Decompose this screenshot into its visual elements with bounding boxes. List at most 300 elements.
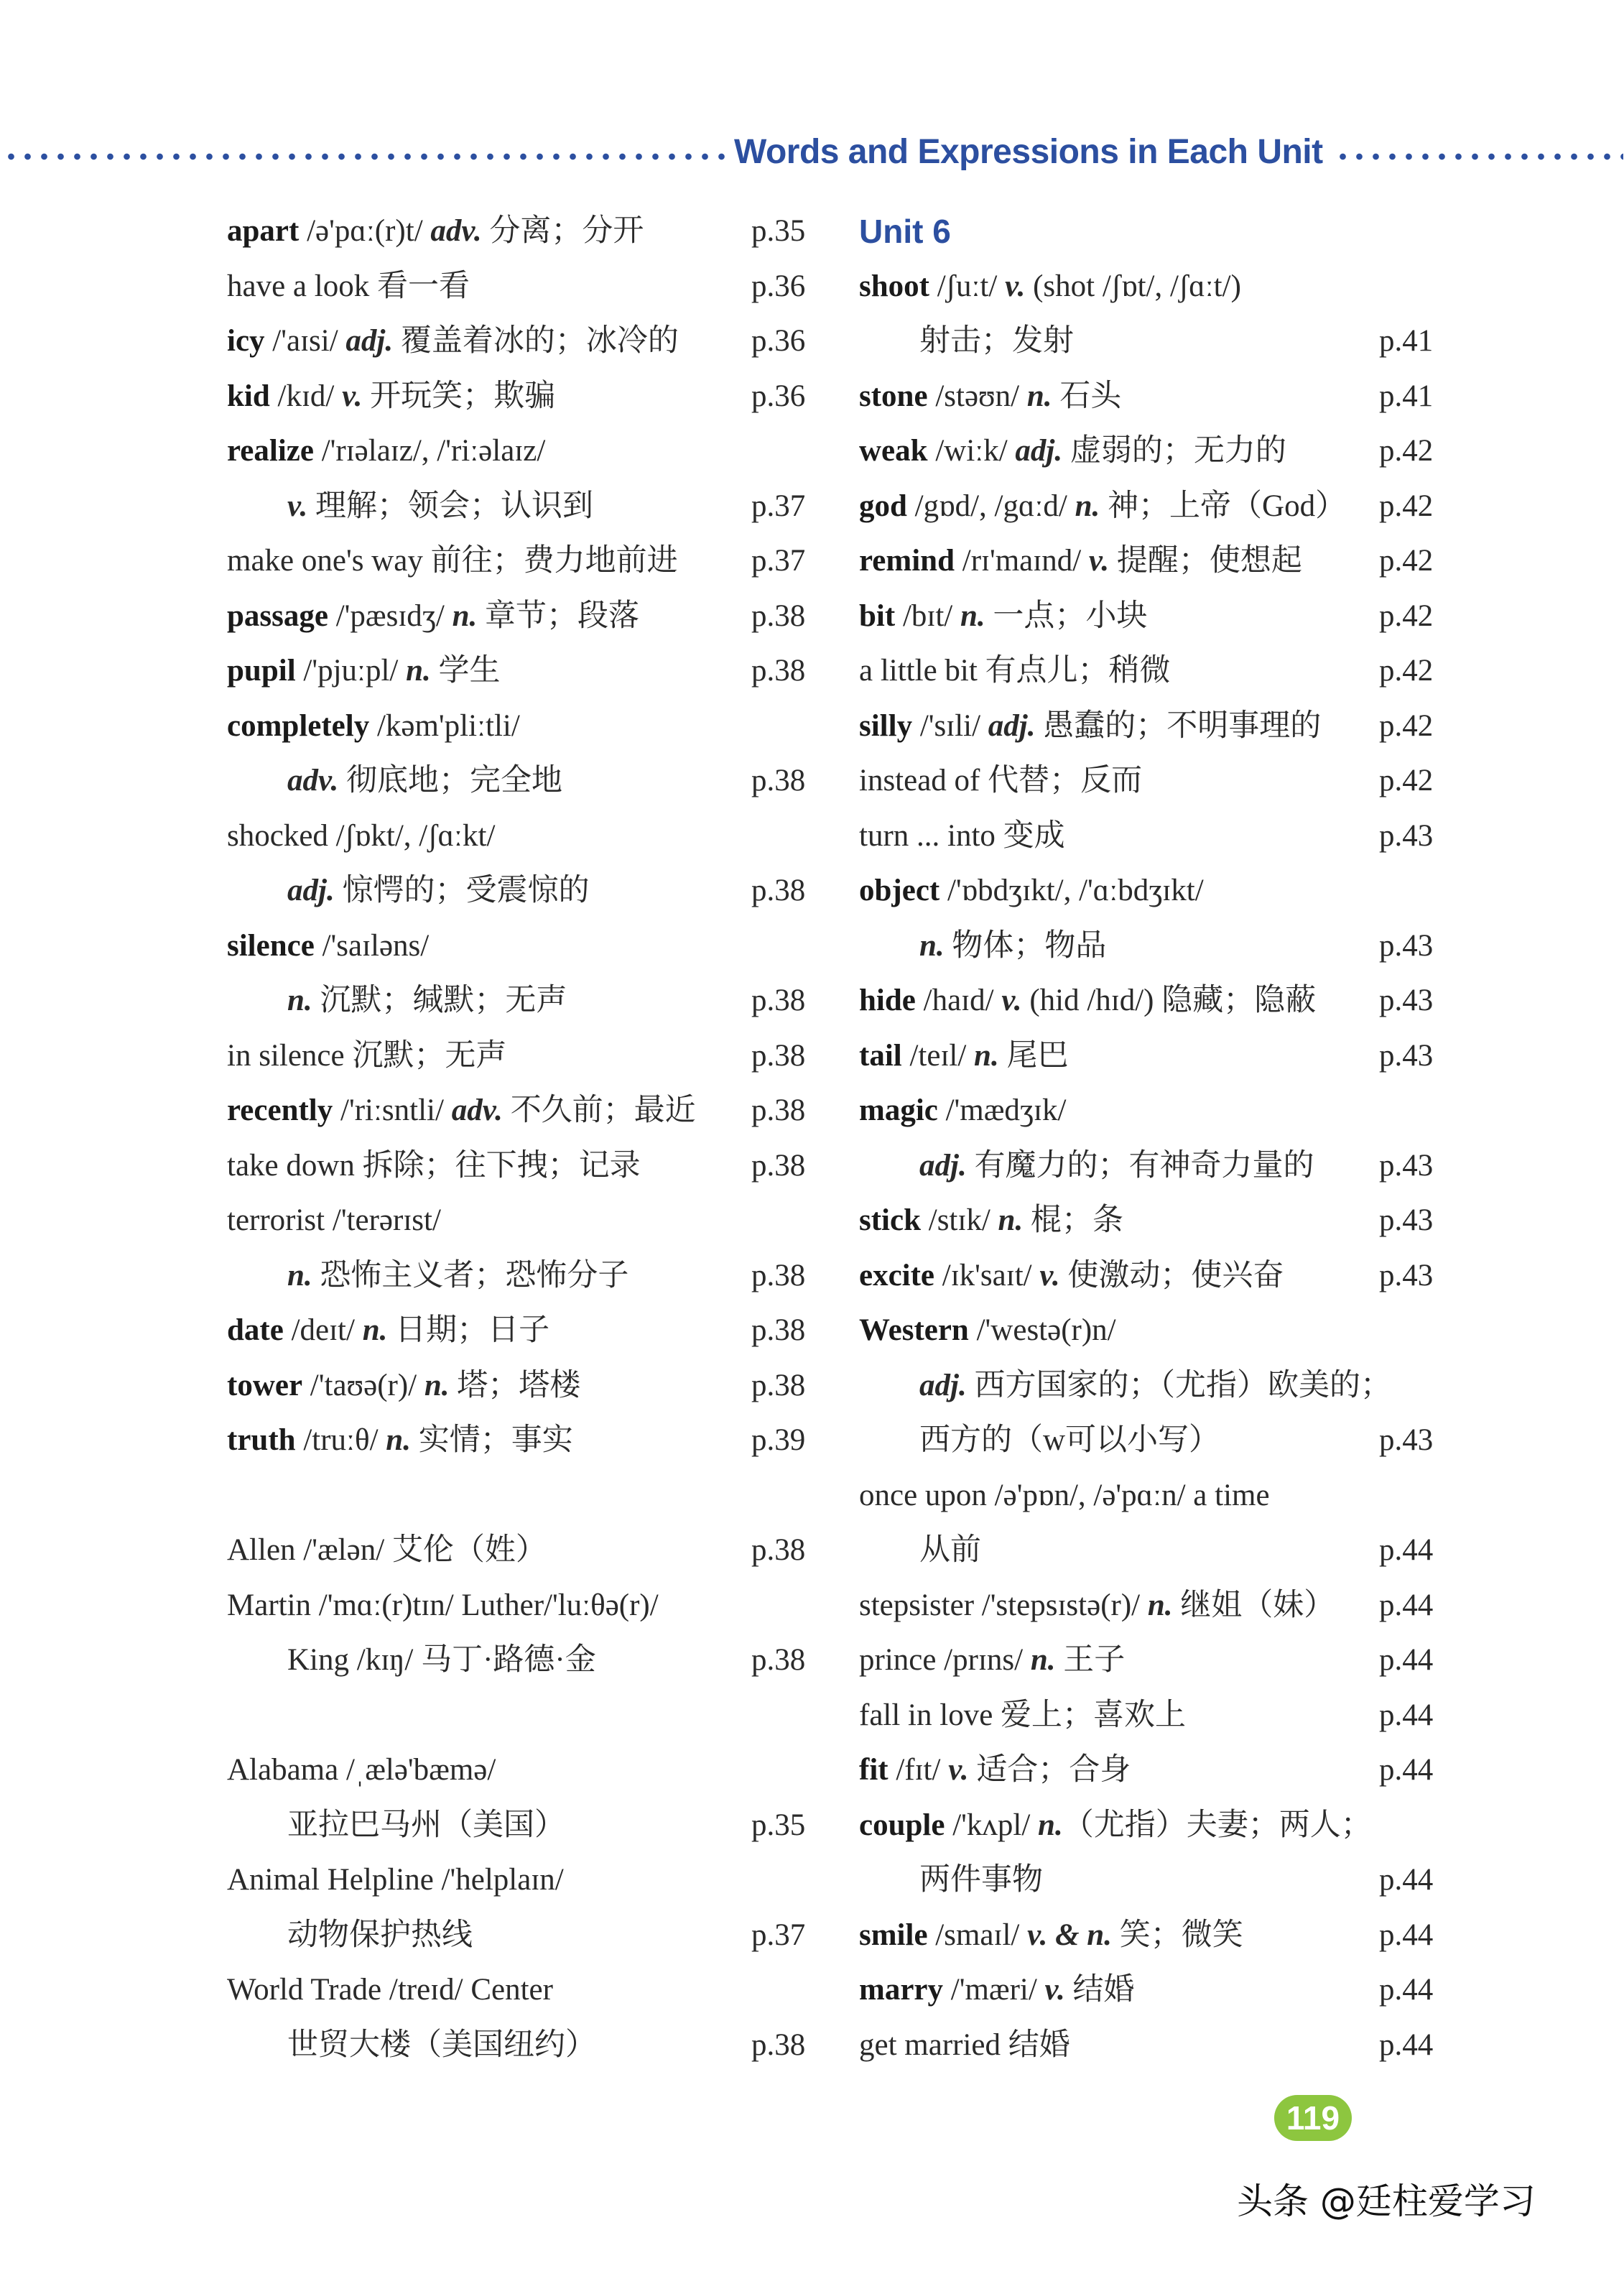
headword: stick (859, 1203, 921, 1237)
entry-text (227, 984, 567, 1017)
vocab-line (227, 1309, 816, 1364)
headword: silly (859, 708, 913, 743)
page-reference: p.39 (751, 1423, 806, 1457)
vocab-line (859, 1199, 1448, 1254)
vocab-line (859, 1089, 1448, 1144)
vocab-line (859, 1529, 1448, 1584)
vocab-line (859, 485, 1448, 540)
meaning: 彻底地；完全地 (338, 764, 562, 797)
vocab-line (859, 1309, 1448, 1364)
entry-detail: /smaɪl/ (927, 1918, 1028, 1952)
part-of-speech: n. (974, 1038, 999, 1073)
entry-text (227, 489, 593, 523)
entry-text (859, 1533, 981, 1567)
meaning: 尾巴 (998, 1038, 1069, 1073)
vocab-line (859, 705, 1448, 760)
spacer (227, 1694, 816, 1749)
meaning: 适合；合身 (968, 1753, 1131, 1787)
meaning: (shot /ʃɒt/, /ʃɑːt/) (1025, 269, 1241, 303)
entry-detail: fall in love 爱上；喜欢上 (859, 1698, 1187, 1732)
entry-detail: 从前 (919, 1533, 981, 1567)
entry-text (859, 1588, 1335, 1622)
entry-text (227, 764, 562, 797)
entry-text (859, 654, 1171, 688)
meaning: 章节；段落 (477, 598, 639, 633)
vocab-line (227, 1584, 816, 1639)
entry-detail: /stəʊn/ (927, 379, 1027, 413)
vocab-line (859, 1749, 1448, 1804)
page-reference: p.38 (751, 1148, 806, 1183)
entry-text (227, 1808, 565, 1842)
part-of-speech: v. & n. (1027, 1918, 1112, 1952)
meaning: 继姐（妹） (1172, 1588, 1335, 1622)
entry-text (227, 709, 520, 743)
entry-text (227, 1093, 696, 1127)
page-header (0, 128, 1624, 185)
part-of-speech: v. (287, 489, 308, 523)
headword: shoot (859, 269, 929, 303)
entry-detail: prince /prɪns/ (859, 1643, 1031, 1677)
meaning: 塔；塔楼 (449, 1368, 581, 1402)
part-of-speech: v. (1001, 984, 1022, 1017)
meaning: 理解；领会；认识到 (307, 489, 593, 523)
page-reference: p.44 (1379, 1588, 1434, 1622)
entry-detail: take down 拆除；往下拽；记录 (227, 1148, 641, 1183)
entry-detail: /'rɪəlaɪz/, /'riːəlaɪz/ (313, 434, 546, 468)
entry-detail: /ʃuːt/ (929, 269, 1006, 303)
vocab-line (859, 869, 1448, 925)
part-of-speech: n. (386, 1423, 411, 1457)
part-of-speech: adv. (287, 764, 339, 797)
page-reference: p.38 (751, 1533, 806, 1567)
entry-detail: 西方的（w可以小写） (919, 1423, 1220, 1457)
page-reference: p.38 (751, 1038, 806, 1073)
meaning: 笑；微笑 (1111, 1918, 1243, 1952)
vocab-line (227, 595, 816, 650)
entry-text (859, 324, 1074, 358)
part-of-speech: adj. (919, 1368, 967, 1402)
part-of-speech: n. (452, 598, 478, 633)
part-of-speech: v. (1044, 1973, 1065, 2007)
headword: realize (227, 434, 314, 468)
vocab-line (859, 649, 1448, 705)
page-reference: p.38 (751, 1093, 806, 1127)
vocab-line (859, 1639, 1448, 1694)
vocab-line (227, 2024, 816, 2079)
entry-text (859, 1039, 1068, 1073)
vocab-line (859, 2024, 1448, 2079)
headword: fit (859, 1753, 888, 1787)
page-reference: p.43 (1379, 1038, 1434, 1073)
vocab-line (859, 1035, 1448, 1090)
entry-detail: World Trade /treɪd/ Center (227, 1973, 553, 2007)
page-reference: p.38 (751, 764, 806, 797)
entry-text (227, 819, 495, 853)
page-reference: p.42 (1379, 489, 1434, 523)
entry-detail: /truːθ/ (295, 1423, 386, 1457)
entry-text (859, 1808, 1372, 1842)
headword: completely (227, 708, 370, 743)
vocab-line (227, 375, 816, 430)
vocab-line (859, 1859, 1448, 1914)
entry-detail: a little bit 有点儿；稍微 (859, 654, 1171, 688)
entry-detail: Martin /'mɑː(r)tɪn/ Luther/'luːθə(r)/ (227, 1588, 659, 1622)
vocab-line (859, 430, 1448, 485)
headword: tail (859, 1038, 902, 1073)
page-reference: p.38 (751, 1313, 806, 1347)
entry-detail: in silence 沉默；无声 (227, 1038, 507, 1073)
entry-text (859, 213, 951, 250)
part-of-speech: n. (1075, 489, 1100, 523)
entry-text (227, 324, 679, 358)
entry-detail: /'ɒbdʒɪkt/, /'ɑːbdʒɪkt/ (939, 874, 1204, 907)
page-reference: p.38 (751, 874, 806, 907)
meaning: 分离；分开 (481, 214, 644, 248)
page-reference: p.38 (751, 1368, 806, 1402)
entry-text (227, 1533, 547, 1567)
entry-detail: make one's way 前往；费力地前进 (227, 544, 678, 578)
entry-text (859, 819, 1065, 853)
vocab-line (227, 430, 816, 485)
entry-text (859, 984, 1316, 1017)
headword: excite (859, 1258, 935, 1292)
vocab-line (227, 705, 816, 760)
vocab-line (227, 1089, 816, 1144)
page-reference: p.44 (1379, 1643, 1434, 1677)
vocab-line (859, 265, 1448, 320)
vocab-line (859, 320, 1448, 375)
page-reference: p.38 (751, 2027, 806, 2062)
meaning: 愚蠢的；不明事理的 (1035, 708, 1322, 743)
entry-detail: /'taʊə(r)/ (302, 1368, 424, 1402)
entry-text (859, 434, 1286, 468)
entry-detail: /haɪd/ (915, 984, 1002, 1017)
part-of-speech: n. (1147, 1588, 1173, 1622)
entry-detail: 世贸大楼（美国纽约） (287, 2027, 596, 2062)
entry-detail: stepsister /'stepsɪstə(r)/ (859, 1588, 1148, 1622)
meaning: (hid /hɪd/) 隐藏；隐蔽 (1021, 984, 1317, 1017)
vocab-line (859, 1364, 1448, 1420)
entry-text (859, 1973, 1135, 2007)
page-reference: p.43 (1379, 984, 1434, 1017)
part-of-speech: n. (287, 984, 312, 1017)
headword: apart (227, 214, 300, 248)
entry-text (227, 214, 644, 248)
page-reference: p.37 (751, 544, 806, 578)
headword: hide (859, 984, 916, 1017)
headword: tower (227, 1368, 303, 1402)
vocab-line (859, 1914, 1448, 1969)
entry-text (859, 764, 1142, 797)
page-reference: p.42 (1379, 708, 1434, 743)
vocab-line (859, 1804, 1448, 1859)
part-of-speech: adj. (988, 708, 1036, 743)
page-reference: p.42 (1379, 764, 1434, 797)
page-reference: p.42 (1379, 544, 1434, 578)
part-of-speech: n. (424, 1368, 450, 1402)
vocab-line (859, 1144, 1448, 1200)
entry-detail: /fɪt/ (888, 1753, 949, 1787)
page-reference: p.36 (751, 324, 806, 358)
vocab-line (227, 759, 816, 815)
entry-text (227, 269, 470, 303)
entry-detail: 亚拉巴马州（美国） (287, 1808, 565, 1842)
meaning: 提醒；使想起 (1109, 544, 1302, 578)
vocab-line (227, 1529, 816, 1584)
headword: couple (859, 1808, 945, 1842)
entry-detail: 动物保护热线 (287, 1918, 473, 1952)
meaning: 惊愕的；受震惊的 (334, 874, 590, 907)
page-reference: p.35 (751, 1808, 806, 1842)
entry-text (859, 599, 1147, 633)
vocab-line (859, 979, 1448, 1035)
entry-text (227, 1149, 641, 1183)
part-of-speech: adj. (287, 874, 335, 907)
part-of-speech: n. (362, 1313, 388, 1347)
vocab-line (859, 1419, 1448, 1474)
page-reference: p.43 (1379, 928, 1434, 963)
entry-detail: /'pæsɪdʒ/ (328, 598, 453, 633)
part-of-speech: v. (1088, 544, 1110, 578)
entry-detail: /rɪ'maɪnd/ (955, 544, 1089, 578)
entry-text (859, 544, 1302, 578)
page-number-badge: 119 (1274, 2095, 1352, 2141)
page-reference: p.44 (1379, 1698, 1434, 1732)
entry-detail: /teɪl/ (901, 1038, 975, 1073)
entry-text (227, 1259, 628, 1292)
entry-detail: /deɪt/ (283, 1313, 363, 1347)
vocab-line (859, 540, 1448, 595)
headword: god (859, 489, 907, 523)
meaning: 石头 (1052, 379, 1122, 413)
spacer (227, 1474, 816, 1530)
page-reference: p.35 (751, 214, 806, 248)
page-reference: p.44 (1379, 1918, 1434, 1952)
entry-detail: /wiːk/ (927, 434, 1016, 468)
vocab-line (227, 1749, 816, 1804)
page-reference: p.38 (751, 598, 806, 633)
meaning: 王子 (1055, 1643, 1126, 1677)
part-of-speech: n. (1030, 1643, 1056, 1677)
vocab-line (227, 320, 816, 375)
meaning: 覆盖着冰的；冰冷的 (393, 324, 679, 358)
entry-text (859, 1313, 1116, 1347)
vocab-line (227, 1199, 816, 1254)
headword: bit (859, 598, 896, 633)
vocab-line (227, 265, 816, 320)
vocab-line (859, 595, 1448, 650)
vocab-line (859, 925, 1448, 980)
part-of-speech: n. (998, 1203, 1024, 1237)
meaning: 一点；小块 (985, 598, 1148, 633)
page-reference: p.42 (1379, 654, 1434, 688)
entry-detail: /ə'pɑː(r)t/ (299, 214, 431, 248)
vocab-line (227, 1804, 816, 1859)
entry-text (859, 1423, 1220, 1457)
part-of-speech: v. (1005, 269, 1026, 303)
part-of-speech: adv. (430, 214, 482, 248)
vocab-line (859, 375, 1448, 430)
entry-detail: once upon /ə'pɒn/, /ə'pɑːn/ a time (859, 1478, 1270, 1512)
page-reference: p.43 (1379, 1423, 1434, 1457)
header-dotted-rule-right (1335, 152, 1623, 162)
meaning: 实情；事实 (410, 1423, 573, 1457)
entry-detail: Alabama /ˌælə'bæmə/ (227, 1753, 496, 1787)
vocab-line (227, 1144, 816, 1200)
entry-text (859, 1259, 1284, 1292)
entry-text (859, 269, 1241, 303)
entry-text (227, 1423, 573, 1457)
vocab-line (859, 759, 1448, 815)
entry-detail: /stɪk/ (921, 1203, 998, 1237)
entry-detail: instead of 代替；反而 (859, 764, 1143, 797)
vocab-line (227, 1859, 816, 1914)
entry-text (227, 1863, 564, 1897)
entry-detail: /bɪt/ (895, 598, 960, 633)
entry-text (227, 1203, 441, 1237)
entry-text (227, 1369, 580, 1402)
entry-detail: /'aɪsi/ (264, 324, 346, 358)
vocab-line (227, 1969, 816, 2024)
page-reference: p.36 (751, 379, 806, 413)
page-reference: p.38 (751, 654, 806, 688)
entry-text (859, 2028, 1070, 2062)
right-word-column (859, 210, 1448, 2078)
page-reference: p.43 (1379, 1258, 1434, 1292)
page-reference: p.38 (751, 1643, 806, 1677)
entry-detail: /kəm'pliːtli/ (369, 708, 520, 743)
entry-text (859, 1698, 1186, 1732)
page-reference: p.37 (751, 489, 806, 523)
entry-text (859, 1479, 1270, 1512)
entry-detail: /'mædʒɪk/ (937, 1093, 1067, 1127)
page-reference: p.43 (1379, 818, 1434, 853)
meaning: 神；上帝（God） (1100, 489, 1347, 523)
entry-text (859, 1093, 1066, 1127)
meaning: 不久前；最近 (502, 1093, 696, 1127)
entry-text (859, 1203, 1123, 1237)
vocab-line (227, 815, 816, 870)
vocab-line (227, 979, 816, 1035)
entry-detail: /'riːsntli/ (333, 1093, 452, 1127)
entry-text (859, 1918, 1243, 1952)
entry-text (227, 599, 639, 633)
vocab-line (227, 925, 816, 980)
page-reference: p.37 (751, 1918, 806, 1952)
entry-text (859, 1149, 1314, 1183)
entry-detail: get married 结婚 (859, 2027, 1070, 2062)
vocab-line (227, 1254, 816, 1310)
entry-detail: terrorist /'terərɪst/ (227, 1203, 441, 1237)
vocab-line (227, 485, 816, 540)
page-reference: p.44 (1379, 1863, 1434, 1897)
entry-detail: Animal Helpline /'helplaɪn/ (227, 1863, 564, 1897)
vocab-line (859, 815, 1448, 870)
vocab-line (227, 1364, 816, 1420)
page-reference: p.44 (1379, 1753, 1434, 1787)
part-of-speech: v. (1039, 1258, 1060, 1292)
entry-detail: /gɒd/, /gɑːd/ (906, 489, 1075, 523)
headword: silence (227, 928, 315, 963)
entry-text (227, 1973, 553, 2007)
part-of-speech: adj. (345, 324, 394, 358)
watermark-text: 头条 @廷柱爱学习 (1237, 2180, 1536, 2222)
part-of-speech: n. (287, 1258, 312, 1292)
page-reference: p.43 (1379, 1203, 1434, 1237)
meaning: 西方国家的；（尤指）欧美的； (966, 1368, 1391, 1402)
entry-text (227, 379, 555, 413)
part-of-speech: adv. (451, 1093, 503, 1127)
entry-text (227, 1643, 596, 1677)
meaning: （尤指）夫妻；两人； (1062, 1808, 1372, 1842)
entry-text (227, 544, 678, 578)
page-reference: p.41 (1379, 324, 1434, 358)
header-title: Words and Expressions in Each Unit (734, 133, 1323, 171)
page-reference: p.42 (1379, 598, 1434, 633)
entry-text (227, 2028, 596, 2062)
entry-text (859, 1863, 1043, 1897)
entry-text (227, 434, 545, 468)
entry-text (859, 709, 1321, 743)
meaning: 有魔力的；有神奇力量的 (966, 1148, 1314, 1183)
meaning: 使激动；使兴奋 (1059, 1258, 1284, 1292)
page-reference: p.44 (1379, 2027, 1434, 2062)
entry-text (859, 1369, 1391, 1402)
vocab-line (227, 540, 816, 595)
vocab-line (859, 1584, 1448, 1639)
entry-detail: 两件事物 (919, 1863, 1043, 1897)
headword: recently (227, 1093, 333, 1127)
vocab-line (227, 1914, 816, 1969)
page-reference: p.42 (1379, 434, 1434, 468)
page-reference: p.43 (1379, 1148, 1434, 1183)
entry-detail: /ɪk'saɪt/ (934, 1258, 1040, 1292)
part-of-speech: n. (1026, 379, 1052, 413)
part-of-speech: adj. (1015, 434, 1063, 468)
headword: magic (859, 1093, 938, 1127)
part-of-speech: n. (406, 654, 431, 688)
entry-text (227, 874, 589, 907)
meaning: 虚弱的；无力的 (1062, 434, 1286, 468)
vocab-line (227, 649, 816, 705)
headword: smile (859, 1918, 928, 1952)
meaning: 开玩笑；欺骗 (362, 379, 556, 413)
part-of-speech: v. (948, 1753, 969, 1787)
vocab-line (859, 1969, 1448, 2024)
entry-text (227, 929, 429, 963)
page-reference: p.41 (1379, 379, 1434, 413)
vocab-line (859, 1474, 1448, 1530)
meaning: 棍；条 (1023, 1203, 1123, 1237)
headword: remind (859, 544, 955, 578)
page-reference: p.38 (751, 984, 806, 1017)
entry-detail: /kɪd/ (269, 379, 343, 413)
part-of-speech: n. (960, 598, 985, 633)
entry-detail: Allen /'ælən/ 艾伦（姓） (227, 1533, 547, 1567)
entry-text (227, 1918, 473, 1952)
entry-detail: /'mæri/ (943, 1973, 1045, 2007)
entry-text (859, 929, 1106, 963)
entry-text (859, 1643, 1125, 1677)
entry-detail: /'sɪli/ (912, 708, 988, 743)
headword: kid (227, 379, 270, 413)
meaning: 日期；日子 (387, 1313, 550, 1347)
entry-detail: /'westə(r)n/ (968, 1313, 1116, 1347)
meaning: 物体；物品 (944, 928, 1107, 963)
headword: truth (227, 1423, 296, 1457)
vocab-line (859, 1694, 1448, 1749)
entry-detail: Unit 6 (859, 213, 951, 250)
